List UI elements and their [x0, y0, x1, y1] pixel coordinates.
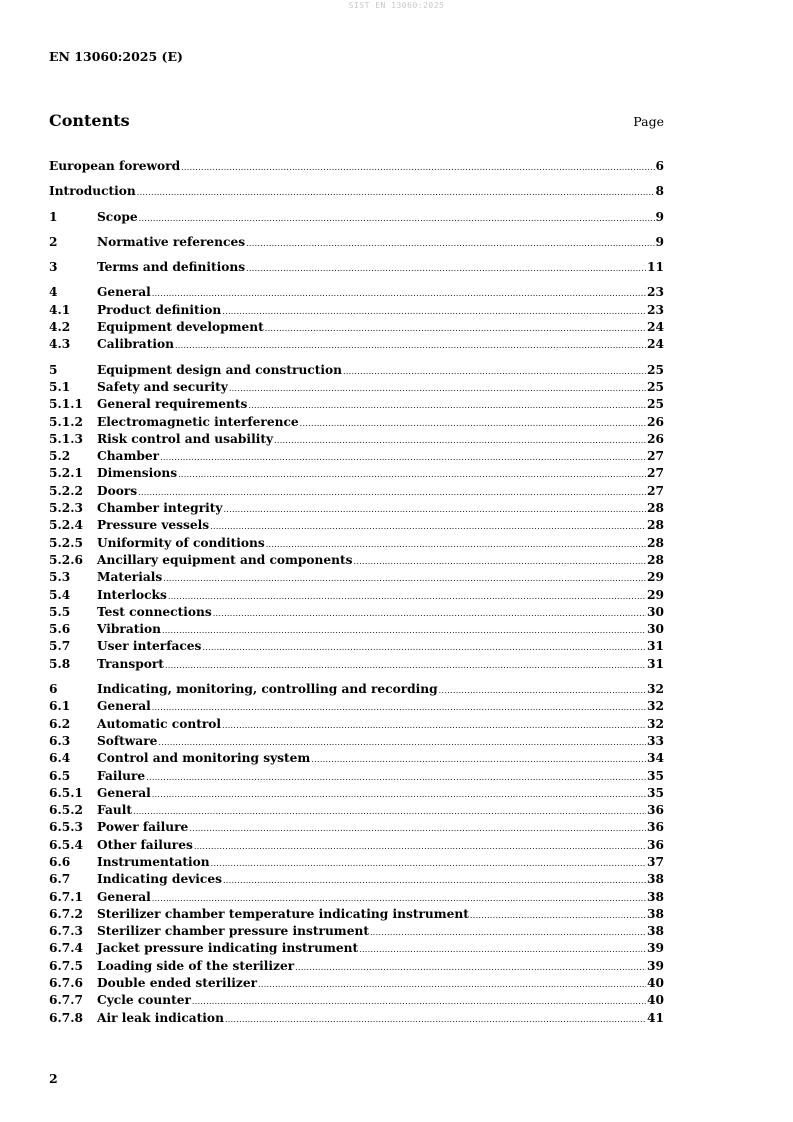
- toc-group: [49, 183, 664, 200]
- toc-leader-dots: [138, 484, 646, 501]
- page-column-label: Page: [633, 114, 664, 129]
- toc-entry-title: Transport: [97, 656, 164, 671]
- toc-entry-number: 6.7: [49, 872, 71, 887]
- toc-entry-number: 6.5.2: [49, 803, 83, 818]
- toc-entry-title: Electromagnetic interference: [97, 414, 299, 429]
- toc-leader-dots: [162, 622, 646, 639]
- toc-entry-title: Safety and security: [97, 379, 228, 394]
- toc-entry-page: 38: [647, 924, 664, 939]
- toc-entry[interactable]: [49, 802, 664, 819]
- toc-entry[interactable]: [49, 854, 664, 871]
- toc-entry[interactable]: [49, 336, 664, 353]
- toc-entry[interactable]: [49, 396, 664, 413]
- toc-entry-title: Indicating, monitoring, controlling and recording: [97, 682, 438, 697]
- toc-entry[interactable]: [49, 604, 664, 621]
- toc-entry-number: 4: [49, 285, 58, 300]
- toc-entry[interactable]: [49, 1010, 664, 1027]
- toc-entry-title: Equipment design and construction: [97, 362, 342, 377]
- toc-leader-dots: [133, 803, 646, 820]
- toc-entry-page: 24: [647, 320, 664, 335]
- toc-entry-number: 5.6: [49, 622, 71, 637]
- toc-entry-number: 5.1: [49, 379, 71, 394]
- toc-entry-number: 5.1.3: [49, 431, 83, 446]
- toc-entry-page: 27: [647, 449, 664, 464]
- toc-entry-number: 5.1.1: [49, 397, 83, 412]
- toc-entry-title: Normative references: [97, 234, 246, 249]
- toc-leader-dots: [266, 536, 646, 553]
- toc-entry[interactable]: [49, 837, 664, 854]
- toc-entry[interactable]: [49, 183, 664, 200]
- toc-entry-number: 6.2: [49, 716, 71, 731]
- toc-entry[interactable]: [49, 785, 664, 802]
- toc-leader-dots: [192, 993, 646, 1010]
- toc-entry-title: Indicating devices: [97, 872, 222, 887]
- contents-heading: Contents: [49, 111, 130, 130]
- toc-entry[interactable]: [49, 638, 664, 655]
- toc-leader-dots: [470, 907, 646, 924]
- toc-entry[interactable]: [49, 923, 664, 940]
- toc-entry[interactable]: [49, 958, 664, 975]
- toc-leader-dots: [258, 976, 646, 993]
- toc-entry-number: 5.2.1: [49, 466, 83, 481]
- toc-entry[interactable]: [49, 319, 664, 336]
- toc-entry-page: 25: [647, 362, 664, 377]
- toc-entry-page: 38: [647, 872, 664, 887]
- toc-leader-dots: [163, 570, 646, 587]
- toc-entry-page: 30: [647, 622, 664, 637]
- toc-entry-page: 32: [647, 699, 664, 714]
- toc-entry-title: Scope: [97, 209, 138, 224]
- toc-entry-title: Other failures: [97, 837, 193, 852]
- toc-entry-page: 28: [647, 552, 664, 567]
- toc-leader-dots: [222, 717, 646, 734]
- toc-entry-number: 6.4: [49, 751, 71, 766]
- toc-group: [49, 259, 664, 276]
- toc-leader-dots: [223, 501, 646, 518]
- toc-entry-number: 5.5: [49, 604, 71, 619]
- page-number: 2: [49, 1071, 58, 1086]
- toc-entry-number: 5.2.2: [49, 483, 83, 498]
- toc-leader-dots: [152, 786, 646, 803]
- toc-leader-dots: [265, 320, 646, 337]
- toc-entry-number: 4.1: [49, 302, 71, 317]
- toc-entry-number: 2: [49, 234, 58, 249]
- toc-entry[interactable]: [49, 621, 664, 638]
- toc-leader-dots: [139, 210, 655, 227]
- toc-entry-title: Test connections: [97, 604, 212, 619]
- toc-entry-page: 27: [647, 483, 664, 498]
- toc-entry-page: 6: [655, 159, 664, 173]
- toc-group: [49, 362, 664, 673]
- toc-group: [49, 284, 664, 353]
- toc-entry-page: 23: [647, 285, 664, 300]
- toc-entry-page: 36: [647, 820, 664, 835]
- toc-entry[interactable]: [49, 517, 664, 534]
- toc-entry-page: 26: [647, 414, 664, 429]
- watermark: SIST EN 13060:2025: [348, 1, 445, 10]
- toc-leader-dots: [213, 605, 646, 622]
- toc-leader-dots: [311, 751, 646, 768]
- toc-entry[interactable]: [49, 535, 664, 552]
- toc-entry-title: Sterilizer chamber temperature indicating instrument: [97, 906, 469, 921]
- toc-entry-title: Failure: [97, 768, 146, 783]
- toc-entry-page: 29: [647, 587, 664, 602]
- toc-entry-page: 33: [647, 733, 664, 748]
- toc-group: [49, 234, 664, 251]
- toc-entry-title: Jacket pressure indicating instrument: [97, 941, 359, 956]
- toc-leader-dots: [189, 820, 646, 837]
- toc-entry-number: 5.1.2: [49, 414, 83, 429]
- table-of-contents: [49, 158, 664, 1035]
- document-id: EN 13060:2025 (E): [49, 49, 183, 64]
- toc-entry-page: 30: [647, 604, 664, 619]
- toc-entry-page: 25: [647, 397, 664, 412]
- toc-entry-page: 23: [647, 302, 664, 317]
- toc-leader-dots: [178, 466, 646, 483]
- toc-entry[interactable]: [49, 158, 664, 175]
- toc-entry[interactable]: [49, 975, 664, 992]
- toc-entry-number: 5.7: [49, 639, 71, 654]
- toc-entry-page: 28: [647, 535, 664, 550]
- toc-entry-title: General: [97, 285, 151, 300]
- toc-entry[interactable]: [49, 448, 664, 465]
- toc-leader-dots: [146, 769, 646, 786]
- toc-entry-title: Ancillary equipment and components: [97, 552, 353, 567]
- toc-entry[interactable]: [49, 362, 664, 379]
- toc-entry-title: Air leak indication: [97, 1010, 224, 1025]
- toc-entry-page: 34: [647, 751, 664, 766]
- toc-entry[interactable]: [49, 234, 664, 251]
- toc-leader-dots: [439, 682, 646, 699]
- toc-entry-title: Double ended sterilizer: [97, 976, 258, 991]
- toc-entry[interactable]: [49, 209, 664, 226]
- toc-entry-page: 38: [647, 889, 664, 904]
- toc-entry[interactable]: [49, 681, 664, 698]
- toc-entry-number: 5.4: [49, 587, 71, 602]
- toc-entry-title: General: [97, 889, 151, 904]
- toc-group: [49, 209, 664, 226]
- toc-entry-title: Cycle counter: [97, 993, 191, 1008]
- toc-entry-number: 6.7.8: [49, 1010, 83, 1025]
- toc-entry-page: 37: [647, 854, 664, 869]
- toc-entry-title: User interfaces: [97, 639, 202, 654]
- toc-entry-page: 32: [647, 716, 664, 731]
- toc-leader-dots: [370, 924, 646, 941]
- toc-entry-title: Calibration: [97, 337, 174, 352]
- toc-entry[interactable]: [49, 871, 664, 888]
- toc-entry[interactable]: [49, 698, 664, 715]
- toc-entry-title: Interlocks: [97, 587, 167, 602]
- toc-entry-number: 5.2.4: [49, 518, 83, 533]
- toc-leader-dots: [202, 639, 646, 656]
- toc-group: [49, 158, 664, 175]
- toc-entry-number: 6.7.4: [49, 941, 83, 956]
- toc-entry-page: 36: [647, 803, 664, 818]
- toc-entry-title: Power failure: [97, 820, 189, 835]
- toc-leader-dots: [225, 1011, 646, 1028]
- toc-entry[interactable]: [49, 906, 664, 923]
- toc-leader-dots: [246, 260, 646, 277]
- toc-entry[interactable]: [49, 587, 664, 604]
- toc-entry[interactable]: [49, 379, 664, 396]
- toc-entry-title: Sterilizer chamber pressure instrument: [97, 924, 369, 939]
- toc-entry[interactable]: [49, 431, 664, 448]
- toc-leader-dots: [168, 588, 646, 605]
- toc-entry-page: 11: [647, 260, 664, 275]
- toc-entry[interactable]: [49, 889, 664, 906]
- toc-entry-title: Doors: [97, 483, 138, 498]
- toc-entry[interactable]: [49, 414, 664, 431]
- toc-entry-page: 35: [647, 768, 664, 783]
- toc-entry-page: 26: [647, 431, 664, 446]
- toc-entry-page: 38: [647, 906, 664, 921]
- toc-entry-page: 39: [647, 958, 664, 973]
- toc-entry-page: 35: [647, 785, 664, 800]
- toc-entry-number: 6.6: [49, 854, 71, 869]
- toc-entry-number: 1: [49, 209, 58, 224]
- toc-entry[interactable]: [49, 819, 664, 836]
- toc-entry-page: 28: [647, 518, 664, 533]
- toc-entry-number: 5: [49, 362, 58, 377]
- toc-leader-dots: [160, 449, 646, 466]
- toc-entry-number: 6.7.1: [49, 889, 83, 904]
- toc-entry-title: Product definition: [97, 302, 222, 317]
- toc-entry-title: Instrumentation: [97, 854, 210, 869]
- toc-entry-title: Software: [97, 733, 158, 748]
- toc-entry-title: Terms and definitions: [97, 260, 246, 275]
- toc-leader-dots: [343, 363, 646, 380]
- toc-entry-number: 4.3: [49, 337, 71, 352]
- toc-entry-title: Risk control and usability: [97, 431, 274, 446]
- toc-leader-dots: [211, 855, 646, 872]
- toc-entry[interactable]: [49, 465, 664, 482]
- toc-leader-dots: [175, 337, 646, 354]
- toc-leader-dots: [359, 941, 646, 958]
- toc-leader-dots: [152, 699, 646, 716]
- toc-entry-title: General: [97, 785, 151, 800]
- toc-entry-page: 9: [655, 234, 664, 249]
- toc-entry-number: 6.3: [49, 733, 71, 748]
- toc-leader-dots: [354, 553, 647, 570]
- toc-entry-page: 31: [647, 656, 664, 671]
- toc-entry-number: 5.8: [49, 656, 71, 671]
- toc-entry-title: Loading side of the sterilizer: [97, 958, 295, 973]
- toc-entry-title: Uniformity of conditions: [97, 535, 265, 550]
- toc-entry-page: 39: [647, 941, 664, 956]
- toc-entry-page: 40: [647, 976, 664, 991]
- toc-entry-number: 6.7.7: [49, 993, 83, 1008]
- toc-leader-dots: [300, 415, 646, 432]
- toc-group: [49, 681, 664, 1027]
- toc-entry-number: 5.2: [49, 449, 71, 464]
- toc-entry-title: Introduction: [49, 184, 136, 199]
- toc-entry-number: 6: [49, 682, 58, 697]
- toc-entry-number: 6.7.3: [49, 924, 83, 939]
- toc-entry-title: Equipment development: [97, 320, 264, 335]
- toc-entry-page: 25: [647, 379, 664, 394]
- toc-leader-dots: [295, 959, 646, 976]
- toc-entry-title: Control and monitoring system: [97, 751, 311, 766]
- toc-leader-dots: [181, 159, 654, 176]
- toc-entry[interactable]: [49, 552, 664, 569]
- toc-leader-dots: [248, 397, 646, 414]
- toc-leader-dots: [137, 184, 655, 201]
- toc-entry-page: 32: [647, 682, 664, 697]
- toc-entry-page: 24: [647, 337, 664, 352]
- toc-entry-number: 3: [49, 260, 58, 275]
- toc-entry-number: 6.7.6: [49, 976, 83, 991]
- toc-entry-title: Chamber: [97, 449, 160, 464]
- toc-leader-dots: [194, 838, 646, 855]
- toc-entry-title: Pressure vessels: [97, 518, 210, 533]
- toc-entry[interactable]: [49, 750, 664, 767]
- toc-entry-page: 8: [655, 184, 664, 199]
- toc-entry-number: 4.2: [49, 320, 71, 335]
- toc-leader-dots: [229, 380, 646, 397]
- toc-entry[interactable]: [49, 500, 664, 517]
- toc-entry-title: Chamber integrity: [97, 501, 223, 516]
- toc-entry[interactable]: [49, 259, 664, 276]
- toc-entry-title: Materials: [97, 570, 163, 585]
- toc-entry-title: Automatic control: [97, 716, 222, 731]
- toc-entry[interactable]: [49, 733, 664, 750]
- toc-entry-number: 5.2.3: [49, 501, 83, 516]
- toc-entry-page: 27: [647, 466, 664, 481]
- toc-entry-number: 5.3: [49, 570, 71, 585]
- toc-entry-number: 6.5: [49, 768, 71, 783]
- toc-leader-dots: [222, 303, 646, 320]
- toc-entry-page: 28: [647, 501, 664, 516]
- toc-entry-page: 29: [647, 570, 664, 585]
- toc-entry[interactable]: [49, 569, 664, 586]
- toc-entry[interactable]: [49, 768, 664, 785]
- toc-entry-page: 41: [647, 1010, 664, 1025]
- toc-entry-number: 6.5.3: [49, 820, 83, 835]
- toc-leader-dots: [210, 518, 646, 535]
- toc-entry-number: 6.7.5: [49, 958, 83, 973]
- toc-entry-title: General requirements: [97, 397, 248, 412]
- toc-entry-number: 6.1: [49, 699, 71, 714]
- toc-entry-page: 31: [647, 639, 664, 654]
- toc-leader-dots: [274, 432, 646, 449]
- toc-entry[interactable]: [49, 992, 664, 1009]
- toc-entry-title: Vibration: [97, 622, 161, 637]
- toc-leader-dots: [158, 734, 646, 751]
- toc-entry-title: Dimensions: [97, 466, 178, 481]
- toc-leader-dots: [165, 657, 646, 674]
- toc-entry-number: 6.5.4: [49, 837, 83, 852]
- toc-entry-title: European foreword: [49, 159, 181, 173]
- toc-entry-number: 6.7.2: [49, 906, 83, 921]
- toc-entry-title: General: [97, 699, 151, 714]
- toc-entry[interactable]: [49, 483, 664, 500]
- toc-entry-number: 6.5.1: [49, 785, 83, 800]
- toc-entry-page: 9: [655, 209, 664, 224]
- toc-entry-page: 36: [647, 837, 664, 852]
- toc-entry-number: 5.2.5: [49, 535, 83, 550]
- toc-entry[interactable]: [49, 940, 664, 957]
- toc-entry[interactable]: [49, 716, 664, 733]
- toc-entry[interactable]: [49, 656, 664, 673]
- toc-entry-title: Fault: [97, 803, 133, 818]
- toc-entry[interactable]: [49, 284, 664, 301]
- toc-leader-dots: [152, 285, 646, 302]
- toc-entry-number: 5.2.6: [49, 552, 83, 567]
- toc-leader-dots: [152, 890, 646, 907]
- toc-entry[interactable]: [49, 302, 664, 319]
- toc-entry-page: 40: [647, 993, 664, 1008]
- toc-leader-dots: [246, 235, 654, 252]
- toc-leader-dots: [223, 872, 646, 889]
